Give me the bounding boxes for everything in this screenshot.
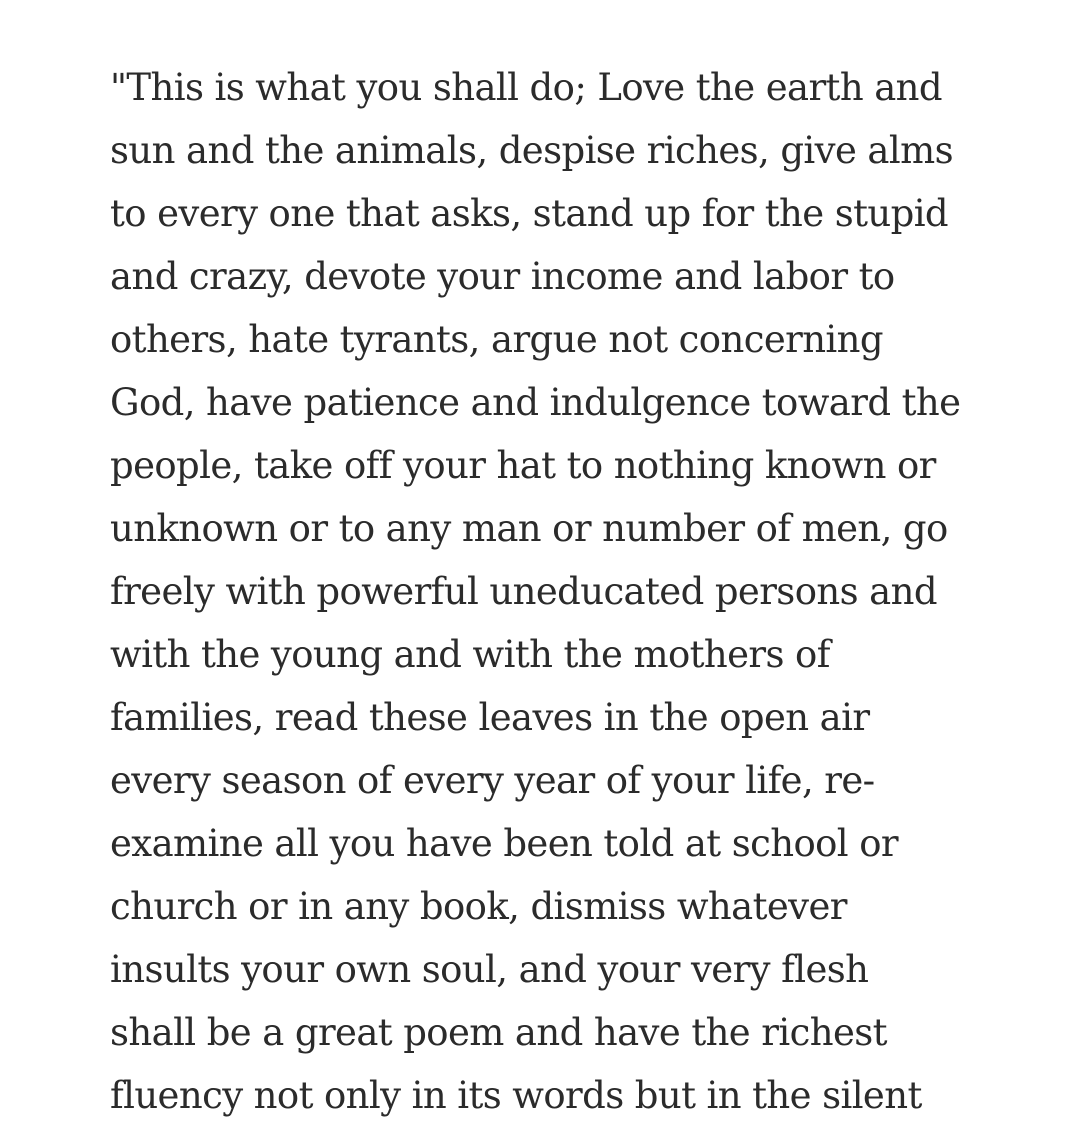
quote-line: others, hate tyrants, argue not concerning bbox=[110, 318, 883, 361]
quote-line: and crazy, devote your income and labor to bbox=[110, 255, 895, 298]
quote-line: insults your own soul, and your very flesh bbox=[110, 948, 869, 991]
quote-line: "This is what you shall do; Love the earth and bbox=[110, 66, 942, 109]
quote-line: fluency not only in its words but in the silent bbox=[110, 1074, 922, 1117]
quote-line: every season of every year of your life, re- bbox=[110, 759, 875, 802]
quote-line: shall be a great poem and have the richest bbox=[110, 1011, 887, 1054]
quote-line: sun and the animals, despise riches, give alms bbox=[110, 129, 953, 172]
quote-line: examine all you have been told at school or bbox=[110, 822, 898, 865]
quote-line: families, read these leaves in the open air bbox=[110, 696, 870, 739]
quote-line: to every one that asks, stand up for the stupid bbox=[110, 192, 949, 235]
quote-line: God, have patience and indulgence toward the bbox=[110, 381, 961, 424]
quote-line: church or in any book, dismiss whatever bbox=[110, 885, 847, 928]
quote-line: with the young and with the mothers of bbox=[110, 633, 830, 676]
quote-text bbox=[110, 62, 1010, 1133]
quote-line: freely with powerful uneducated persons and bbox=[110, 570, 937, 613]
quote-line: people, take off your hat to nothing known or bbox=[110, 444, 936, 487]
quote-line: unknown or to any man or number of men, go bbox=[110, 507, 948, 550]
